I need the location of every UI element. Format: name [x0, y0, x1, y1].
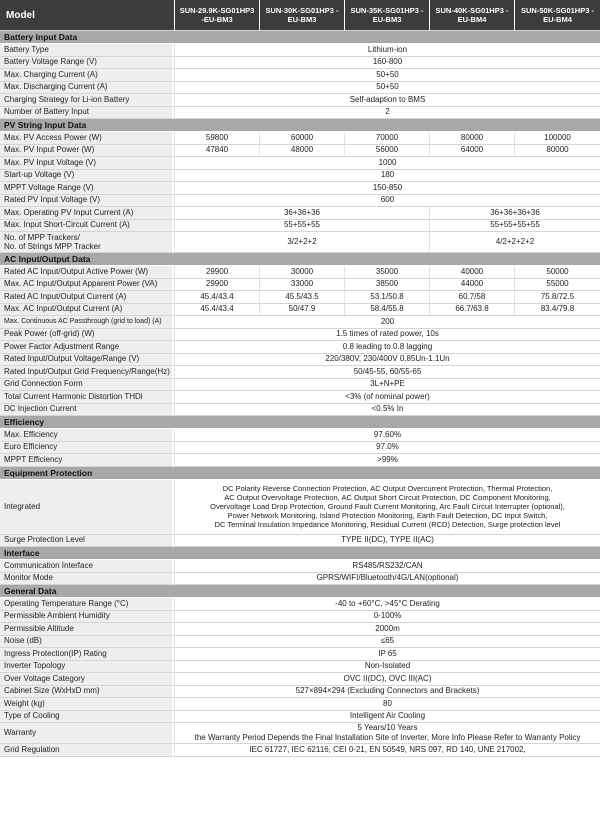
spec-label: Rated Input/Output Grid Frequency/Range(Hz) — [0, 366, 174, 379]
spec-value: 0-100% — [174, 611, 600, 624]
spec-value: ≤65 — [174, 636, 600, 649]
spec-value: GPRS/WIFI/Bluetooth/4G/LAN(optional) — [174, 573, 600, 586]
model-name: SUN-40K-SG01HP3 -EU-BM4 — [429, 0, 514, 31]
spec-value: 55000 — [514, 279, 600, 292]
spec-row — [0, 82, 600, 95]
spec-value: 160-800 — [174, 57, 600, 70]
spec-label: Permissible Ambient Humidity — [0, 611, 174, 624]
spec-row — [0, 220, 600, 233]
spec-label: Max. AC Input/Output Current (A) — [0, 304, 174, 317]
spec-value: 60.7/58 — [429, 291, 514, 304]
spec-label: Grid Connection Form — [0, 379, 174, 392]
spec-row — [0, 379, 600, 392]
spec-label: Over Voltage Category — [0, 673, 174, 686]
spec-value: 29900 — [174, 279, 259, 292]
spec-value: Intelligent Air Cooling — [174, 711, 600, 724]
spec-label: Charging Strategy for Li-ion Battery — [0, 94, 174, 107]
spec-label: Type of Cooling — [0, 711, 174, 724]
spec-value: 55+55+55+55 — [429, 220, 600, 233]
spec-label: Permissible Altitude — [0, 623, 174, 636]
spec-value: 36+36+36+36 — [429, 207, 600, 220]
spec-row — [0, 686, 600, 699]
spec-label: Cabinet Size (WxHxD mm) — [0, 686, 174, 699]
spec-label: Monitor Mode — [0, 573, 174, 586]
spec-value: 50+50 — [174, 69, 600, 82]
section-title: General Data — [0, 585, 600, 598]
spec-label: Start-up Voltage (V) — [0, 170, 174, 183]
spec-label: Battery Voltage Range (V) — [0, 57, 174, 70]
spec-label: Max. Continuous AC Passthrough (grid to load) (A) — [0, 316, 174, 329]
spec-value: Lithium-ion — [174, 44, 600, 57]
spec-value: 56000 — [344, 145, 429, 158]
spec-label: MPPT Efficiency — [0, 454, 174, 467]
spec-row — [0, 291, 600, 304]
spec-value: 66.7/63.8 — [429, 304, 514, 317]
spec-value — [174, 480, 600, 535]
spec-value: 2 — [174, 107, 600, 120]
spec-row — [0, 94, 600, 107]
spec-row — [0, 69, 600, 82]
spec-label: Weight (kg) — [0, 698, 174, 711]
spec-label: Rated AC Input/Output Current (A) — [0, 291, 174, 304]
spec-value — [174, 723, 600, 744]
spec-label: Surge Protection Level — [0, 535, 174, 548]
model-name: SUN-30K-SG01HP3 -EU-BM3 — [259, 0, 344, 31]
spec-label: Rated AC Input/Output Active Power (W) — [0, 266, 174, 279]
spec-label: Max. PV Access Power (W) — [0, 132, 174, 145]
section-title: Efficiency — [0, 416, 600, 429]
spec-value: 33000 — [259, 279, 344, 292]
spec-value: 80000 — [514, 145, 600, 158]
spec-row — [0, 673, 600, 686]
section-header — [0, 416, 600, 429]
spec-value: OVC II(DC), OVC III(AC) — [174, 673, 600, 686]
spec-row — [0, 648, 600, 661]
protection-line: Overvoltage Load Drop Protection, Ground Fault Current Monitoring, Arc Fault Circuit Interrupter (optional), — [210, 502, 565, 511]
spec-value: 60000 — [259, 132, 344, 145]
spec-row — [0, 170, 600, 183]
spec-label: Max. Discharging Current (A) — [0, 82, 174, 95]
spec-label: Max. Operating PV Input Current (A) — [0, 207, 174, 220]
section-title: Equipment Protection — [0, 467, 600, 480]
spec-value: 527×894×294 (Excluding Connectors and Brackets) — [174, 686, 600, 699]
spec-value: 97.0% — [174, 442, 600, 455]
section-header — [0, 585, 600, 598]
spec-value: 40000 — [429, 266, 514, 279]
spec-label: Battery Type — [0, 44, 174, 57]
spec-row — [0, 107, 600, 120]
spec-row — [0, 623, 600, 636]
spec-value: 150-850 — [174, 182, 600, 195]
spec-row — [0, 316, 600, 329]
spec-value: 83.4/79.8 — [514, 304, 600, 317]
spec-value: 1.5 times of rated power, 10s — [174, 329, 600, 342]
spec-value: 600 — [174, 195, 600, 208]
spec-row — [0, 266, 600, 279]
spec-value: 35000 — [344, 266, 429, 279]
spec-row — [0, 636, 600, 649]
spec-row — [0, 711, 600, 724]
section-header — [0, 253, 600, 266]
spec-value: 0.8 leading to 0.8 lagging — [174, 341, 600, 354]
spec-value: 36+36+36 — [174, 207, 429, 220]
section-header — [0, 467, 600, 480]
spec-value: 50/45-55, 60/55-65 — [174, 366, 600, 379]
spec-value: 55+55+55 — [174, 220, 429, 233]
section-title: PV String Input Data — [0, 119, 600, 132]
section-title: Interface — [0, 547, 600, 560]
spec-row — [0, 366, 600, 379]
spec-row — [0, 598, 600, 611]
spec-label: Grid Regulation — [0, 744, 174, 757]
spec-label: Operating Temperature Range (°C) — [0, 598, 174, 611]
model-name: SUN-35K-SG01HP3 -EU-BM3 — [344, 0, 429, 31]
spec-value: 45.4/43.4 — [174, 304, 259, 317]
spec-value: 30000 — [259, 266, 344, 279]
spec-row — [0, 404, 600, 417]
spec-label: DC Injection Current — [0, 404, 174, 417]
spec-value: 80000 — [429, 132, 514, 145]
model-name: SUN-29.9K-SG01HP3 -EU-BM3 — [174, 0, 259, 31]
spec-value: IP 65 — [174, 648, 600, 661]
spec-value: 53.1/50.8 — [344, 291, 429, 304]
spec-value: 75.8/72.5 — [514, 291, 600, 304]
spec-row — [0, 354, 600, 367]
protection-line: DC Terminal Insulation Impedance Monitoring, Residual Current (RCD) Detection, Surge protection level — [214, 520, 561, 529]
spec-value: 45.4/43.4 — [174, 291, 259, 304]
warranty-line: 5 Years/10 Years — [357, 723, 418, 732]
spec-label-line: No. of Strings MPP Tracker — [4, 242, 101, 251]
warranty-line: the Warranty Period Depends the Final Installation Site of Inverter, More Info Please Refer to Warranty Policy — [194, 733, 581, 742]
spec-value: 220/380V, 230/400V 0.85Un-1.1Un — [174, 354, 600, 367]
spec-label: Inverter Topology — [0, 661, 174, 674]
spec-label: Power Factor Adjustment Range — [0, 341, 174, 354]
spec-row — [0, 611, 600, 624]
spec-value: 44000 — [429, 279, 514, 292]
spec-label: Total Current Harmonic Distortion THDi — [0, 391, 174, 404]
spec-row — [0, 132, 600, 145]
spec-row — [0, 698, 600, 711]
spec-label — [0, 232, 174, 253]
spec-row — [0, 57, 600, 70]
spec-label: Max. AC Input/Output Apparent Power (VA) — [0, 279, 174, 292]
model-label: Model — [0, 0, 174, 31]
spec-row — [0, 44, 600, 57]
spec-label: Max. PV Input Voltage (V) — [0, 157, 174, 170]
model-name: SUN-50K-SG01HP3 -EU-BM4 — [514, 0, 600, 31]
spec-value: Non-Isolated — [174, 661, 600, 674]
spec-label: Rated PV Input Voltage (V) — [0, 195, 174, 208]
spec-label: Max. Input Short-Circuit Current (A) — [0, 220, 174, 233]
spec-row — [0, 723, 600, 744]
spec-row — [0, 182, 600, 195]
protection-line: Power Network Monitoring, Island Protection Monitoring, Earth Fault Detection, DC Input Switch, — [227, 511, 548, 520]
section-header — [0, 119, 600, 132]
spec-row — [0, 429, 600, 442]
spec-value: 59800 — [174, 132, 259, 145]
spec-value: 50/47.9 — [259, 304, 344, 317]
spec-value: 97.60% — [174, 429, 600, 442]
spec-value: 45.5/43.5 — [259, 291, 344, 304]
spec-value: 4/2+2+2+2 — [429, 232, 600, 253]
spec-row — [0, 480, 600, 535]
section-header — [0, 547, 600, 560]
spec-value: 64000 — [429, 145, 514, 158]
spec-value: 58.4/55.8 — [344, 304, 429, 317]
spec-value: 47840 — [174, 145, 259, 158]
section-header — [0, 31, 600, 44]
spec-value: 3L+N+PE — [174, 379, 600, 392]
spec-value: 80 — [174, 698, 600, 711]
protection-line: AC Output Overvoltage Protection, AC Output Short Circuit Protection, DC Component Monitoring, — [224, 493, 551, 502]
spec-label: Ingress Protection(IP) Rating — [0, 648, 174, 661]
spec-row — [0, 157, 600, 170]
spec-value: 70000 — [344, 132, 429, 145]
spec-value: 29900 — [174, 266, 259, 279]
spec-row — [0, 304, 600, 317]
spec-row — [0, 573, 600, 586]
spec-value: 38500 — [344, 279, 429, 292]
spec-value: 200 — [174, 316, 600, 329]
spec-label: Number of Battery Input — [0, 107, 174, 120]
spec-label: MPPT Voltage Range (V) — [0, 182, 174, 195]
spec-value: Self-adaption to BMS — [174, 94, 600, 107]
spec-row — [0, 195, 600, 208]
spec-row — [0, 744, 600, 757]
spec-row — [0, 329, 600, 342]
spec-value: 180 — [174, 170, 600, 183]
spec-label: Integrated — [0, 480, 174, 535]
spec-row — [0, 232, 600, 253]
spec-label: Max. Efficiency — [0, 429, 174, 442]
spec-value: 100000 — [514, 132, 600, 145]
section-title: AC Input/Output Data — [0, 253, 600, 266]
spec-label-line: No. of MPP Trackers/ — [4, 233, 80, 242]
spec-value: 1000 — [174, 157, 600, 170]
spec-label: Rated Input/Output Voltage/Range (V) — [0, 354, 174, 367]
spec-label: Noise (dB) — [0, 636, 174, 649]
spec-row — [0, 391, 600, 404]
spec-row — [0, 560, 600, 573]
spec-value: RS485/RS232/CAN — [174, 560, 600, 573]
protection-line: DC Polarity Reverse Connection Protection, AC Output Overcurrent Protection, Thermal Protection, — [222, 484, 553, 493]
spec-row — [0, 535, 600, 548]
spec-row — [0, 661, 600, 674]
spec-value: 2000m — [174, 623, 600, 636]
spec-value: 50+50 — [174, 82, 600, 95]
spec-label: Communication Interface — [0, 560, 174, 573]
section-title: Battery Input Data — [0, 31, 600, 44]
spec-label: Warranty — [0, 723, 174, 744]
model-header-row — [0, 0, 600, 31]
spec-row — [0, 207, 600, 220]
spec-value: TYPE II(DC), TYPE II(AC) — [174, 535, 600, 548]
spec-value: -40 to +60°C, >45°C Derating — [174, 598, 600, 611]
spec-row — [0, 442, 600, 455]
spec-label: Max. PV Input Power (W) — [0, 145, 174, 158]
spec-value: IEC 61727, IEC 62116, CEI 0-21, EN 50549, NRS 097, RD 140, UNE 217002, — [174, 744, 600, 757]
spec-value: 48000 — [259, 145, 344, 158]
spec-value: >99% — [174, 454, 600, 467]
spec-label: Euro Efficiency — [0, 442, 174, 455]
spec-row — [0, 279, 600, 292]
spec-value: 3/2+2+2 — [174, 232, 429, 253]
spec-row — [0, 145, 600, 158]
spec-label: Peak Power (off-grid) (W) — [0, 329, 174, 342]
spec-row — [0, 341, 600, 354]
spec-label: Max. Charging Current (A) — [0, 69, 174, 82]
spec-row — [0, 454, 600, 467]
spec-value: 50000 — [514, 266, 600, 279]
spec-value: <0.5% In — [174, 404, 600, 417]
spec-value: <3% (of nominal power) — [174, 391, 600, 404]
